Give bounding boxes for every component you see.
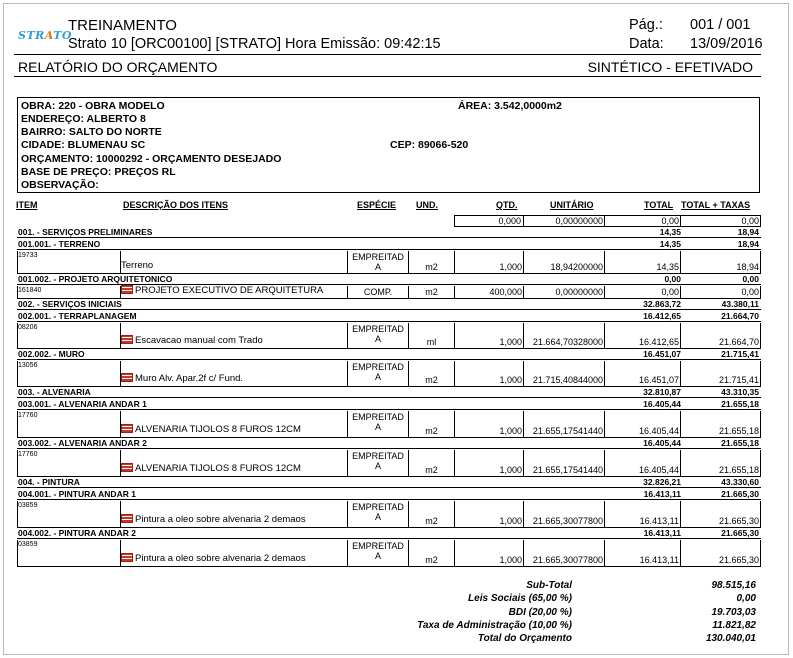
group-total: 14,35 — [659, 227, 681, 237]
date-label: Data: — [629, 36, 664, 52]
info-endereco: ENDEREÇO: ALBERTO 8 — [21, 113, 146, 125]
logo-text: STRATO — [18, 29, 72, 42]
item-unitario: 21.655,17541440 — [532, 465, 603, 475]
title-divider — [14, 76, 761, 77]
table-row — [17, 450, 761, 477]
col-item: ITEM — [16, 200, 38, 210]
item-qtd: 1,000 — [499, 262, 522, 272]
item-code: 17760 — [18, 451, 38, 458]
totals-value: 0,00 — [736, 593, 756, 605]
group-label: 001. - SERVIÇOS PRELIMINARES — [18, 227, 153, 237]
table-row — [17, 411, 761, 438]
header-subtitle: Strato 10 [ORC00100] [STRATO] Hora Emissão: 09:42:15 — [68, 36, 441, 52]
item-und: m2 — [425, 287, 438, 297]
report-title: RELATÓRIO DO ORÇAMENTO — [18, 59, 218, 75]
col-total-taxas: TOTAL + TAXAS — [681, 200, 751, 210]
item-unitario: 0,00000000 — [555, 287, 603, 297]
info-orcamento: ORÇAMENTO: 10000292 - ORÇAMENTO DESEJADO — [21, 153, 282, 165]
group-total-taxas: 18,94 — [737, 239, 759, 249]
totals-label: Total do Orçamento — [477, 633, 572, 645]
group-total-taxas: 18,94 — [737, 227, 759, 237]
totals-label: Leis Sociais (65,00 %) — [468, 593, 572, 605]
item-code: 19733 — [18, 252, 38, 259]
group-total-taxas: 21.715,41 — [721, 349, 759, 359]
item-description — [121, 553, 306, 564]
item-description — [121, 373, 243, 384]
info-observacao: OBSERVAÇÃO: — [21, 179, 99, 191]
table-row — [17, 323, 761, 349]
item-total: 16.405,44 — [638, 465, 679, 475]
group-label: 003. - ALVENARIA — [18, 387, 91, 397]
date-value: 13/09/2016 — [690, 36, 763, 52]
item-description — [121, 463, 301, 474]
group-row — [17, 528, 761, 539]
group-total-taxas: 21.655,18 — [721, 399, 759, 409]
item-total-taxas: 0,00 — [741, 287, 759, 297]
totals-value: 130.040,01 — [705, 633, 756, 645]
group-label: 004.002. - PINTURA ANDAR 2 — [18, 528, 136, 538]
group-row — [17, 349, 761, 360]
col-especie: ESPÉCIE — [357, 200, 397, 210]
item-description-text: ALVENARIA TIJOLOS 8 FUROS 12CM — [135, 463, 301, 474]
item-code: 17760 — [18, 412, 38, 419]
group-label: 001.001. - TERRENO — [18, 239, 101, 249]
group-total: 16.405,44 — [643, 438, 681, 448]
item-qtd: 1,000 — [499, 555, 522, 565]
table-row — [17, 501, 761, 528]
strato-logo — [18, 26, 72, 42]
item-description — [121, 260, 153, 271]
item-description-text: PROJETO EXECUTIVO DE ARQUITETURA — [135, 285, 324, 296]
item-especie: EMPREITAD A — [352, 541, 404, 561]
group-total-taxas: 43.380,11 — [721, 299, 759, 309]
item-total: 16.412,65 — [638, 337, 679, 347]
group-label: 004. - PINTURA — [18, 477, 80, 487]
zero-total-taxas: 0,00 — [741, 216, 759, 226]
item-und: ml — [426, 337, 437, 347]
item-code: 08206 — [18, 324, 38, 331]
item-qtd: 1,000 — [499, 516, 522, 526]
table-row — [17, 251, 761, 274]
item-total-taxas: 21.664,70 — [718, 337, 759, 347]
info-base-preco: BASE DE PREÇO: PREÇOS RL — [21, 166, 176, 178]
item-total: 16.451,07 — [638, 375, 679, 385]
item-qtd: 1,000 — [499, 465, 522, 475]
item-unitario: 21.715,40844000 — [532, 375, 603, 385]
item-unitario: 21.665,30077800 — [532, 516, 603, 526]
item-total-taxas: 21.715,41 — [718, 375, 759, 385]
totals-value: 11.821,82 — [712, 619, 756, 631]
group-label: 003.001. - ALVENARIA ANDAR 1 — [18, 399, 147, 409]
group-label: 002.002. - MURO — [18, 349, 85, 359]
totals-value: 98.515,16 — [711, 580, 756, 591]
group-total-taxas: 43.310,35 — [721, 387, 759, 397]
group-label: 002.001. - TERRAPLANAGEM — [18, 311, 137, 321]
group-label: 001.002. - PROJETO ARQUITETONICO — [18, 274, 173, 284]
group-row — [17, 299, 761, 310]
item-total-taxas: 21.655,18 — [718, 426, 759, 436]
item-description-text: Pintura a oleo sobre alvenaria 2 demaos — [135, 514, 306, 525]
item-description — [121, 285, 323, 296]
totals-value: 19.703,03 — [711, 606, 756, 618]
item-und: m2 — [425, 375, 438, 385]
zero-row — [17, 215, 761, 227]
group-total: 16.413,11 — [643, 528, 681, 538]
table-row — [17, 540, 761, 567]
item-qtd: 1,000 — [499, 337, 522, 347]
item-code: 03859 — [18, 541, 38, 548]
item-unitario: 21.664,70328000 — [532, 337, 603, 347]
item-description — [121, 514, 306, 525]
group-label: 004.001. - PINTURA ANDAR 1 — [18, 489, 136, 499]
brick-icon — [121, 335, 133, 344]
item-qtd: 1,000 — [499, 426, 522, 436]
brick-icon — [121, 514, 133, 523]
brick-icon — [121, 285, 133, 294]
group-total: 16.412,65 — [643, 311, 681, 321]
item-qtd: 400,000 — [489, 287, 522, 297]
group-total: 16.405,44 — [643, 399, 681, 409]
group-total: 32.826,21 — [643, 477, 681, 487]
group-row — [17, 227, 761, 238]
item-code: 13056 — [18, 362, 38, 369]
item-total-taxas: 21.665,30 — [718, 516, 759, 526]
item-total-taxas: 18,94 — [736, 262, 759, 272]
group-total: 16.413,11 — [643, 489, 681, 499]
totals-label: Sub-Total — [526, 580, 572, 591]
info-obra: OBRA: 220 - OBRA MODELO — [21, 100, 165, 112]
group-row — [17, 489, 761, 500]
item-description-text: Pintura a oleo sobre alvenaria 2 demaos — [135, 553, 306, 564]
item-especie: EMPREITAD A — [352, 252, 404, 272]
group-total: 16.451,07 — [643, 349, 681, 359]
item-und: m2 — [425, 465, 438, 475]
item-especie: EMPREITAD A — [352, 324, 404, 344]
item-total-taxas: 21.665,30 — [718, 555, 759, 565]
item-und: m2 — [425, 426, 438, 436]
group-total-taxas: 43.330,60 — [721, 477, 759, 487]
group-total-taxas: 21.665,30 — [721, 489, 759, 499]
totals-label: BDI (20,00 %) — [508, 606, 572, 618]
col-total: TOTAL — [644, 200, 674, 210]
group-row — [17, 387, 761, 398]
brick-icon — [121, 553, 133, 562]
group-row — [17, 399, 761, 410]
item-qtd: 1,000 — [499, 375, 522, 385]
group-row — [17, 274, 761, 285]
group-total-taxas: 0,00 — [742, 274, 759, 284]
group-total: 14,35 — [659, 239, 681, 249]
item-und: m2 — [425, 516, 438, 526]
report-type: SINTÉTICO - EFETIVADO — [587, 59, 753, 75]
item-total: 14,35 — [656, 262, 679, 272]
project-info-box — [17, 97, 760, 193]
group-label: 003.002. - ALVENARIA ANDAR 2 — [18, 438, 147, 448]
brick-icon — [121, 463, 133, 472]
item-especie: EMPREITAD A — [352, 451, 404, 471]
group-row — [17, 477, 761, 488]
group-total: 32.863,72 — [643, 299, 681, 309]
group-total-taxas: 21.664,70 — [721, 311, 759, 321]
zero-qtd: 0,000 — [498, 216, 521, 226]
table-cell — [120, 251, 348, 274]
group-total: 0,00 — [664, 274, 681, 284]
item-description — [121, 335, 263, 346]
group-label: 002. - SERVIÇOS INICIAIS — [18, 299, 122, 309]
table-row — [17, 361, 761, 387]
item-especie: EMPREITAD A — [352, 362, 404, 382]
info-bairro: BAIRRO: SALTO DO NORTE — [21, 126, 162, 138]
item-total: 16.413,11 — [639, 516, 679, 526]
group-row — [17, 311, 761, 322]
item-description-text: Escavacao manual com Trado — [135, 335, 263, 346]
zero-total: 0,00 — [661, 216, 679, 226]
item-code: 03859 — [18, 502, 38, 509]
item-unitario: 21.665,30077800 — [532, 555, 603, 565]
header-divider — [14, 54, 761, 55]
item-und: m2 — [425, 262, 438, 272]
item-unitario: 21.655,17541440 — [532, 426, 603, 436]
item-especie: COMP. — [363, 287, 393, 297]
group-total-taxas: 21.665,30 — [721, 528, 759, 538]
header-title: TREINAMENTO — [68, 17, 177, 34]
totals-labels — [417, 579, 572, 645]
totals-values — [706, 579, 756, 645]
info-cep: CEP: 89066-520 — [390, 139, 469, 151]
group-total-taxas: 21.655,18 — [721, 438, 759, 448]
totals-label: Taxa de Administração (10,00 %) — [417, 619, 572, 631]
info-area: ÁREA: 3.542,0000m2 — [458, 100, 562, 112]
page-label: Pág.: — [629, 17, 663, 33]
item-total: 0,00 — [661, 287, 679, 297]
item-total-taxas: 21.655,18 — [718, 465, 759, 475]
zero-unitario: 0,00000000 — [555, 216, 603, 226]
item-description-text: Terreno — [121, 260, 154, 271]
col-descricao: DESCRIÇÃO DOS ITENS — [123, 200, 229, 210]
item-code: 161840 — [18, 287, 42, 294]
col-und: UND. — [416, 200, 438, 210]
item-especie: EMPREITAD A — [352, 502, 404, 522]
table-row — [17, 286, 761, 299]
info-cidade: CIDADE: BLUMENAU SC — [21, 139, 146, 151]
item-description — [121, 424, 301, 435]
item-total: 16.413,11 — [639, 555, 679, 565]
item-und: m2 — [425, 555, 438, 565]
col-unitario: UNITÁRIO — [550, 200, 594, 210]
item-especie: EMPREITAD A — [352, 412, 404, 432]
brick-icon — [121, 373, 133, 382]
item-unitario: 18,94200000 — [550, 262, 603, 272]
col-qtd: QTD. — [496, 200, 518, 210]
group-row — [17, 438, 761, 449]
item-description-text: ALVENARIA TIJOLOS 8 FUROS 12CM — [135, 424, 301, 435]
report-page — [3, 3, 789, 655]
page-value: 001 / 001 — [690, 17, 751, 33]
group-row — [17, 239, 761, 250]
brick-icon — [121, 424, 133, 433]
group-total: 32.810,87 — [643, 387, 681, 397]
item-total: 16.405,44 — [638, 426, 679, 436]
item-description-text: Muro Alv. Apar.2f c/ Fund. — [135, 373, 244, 384]
